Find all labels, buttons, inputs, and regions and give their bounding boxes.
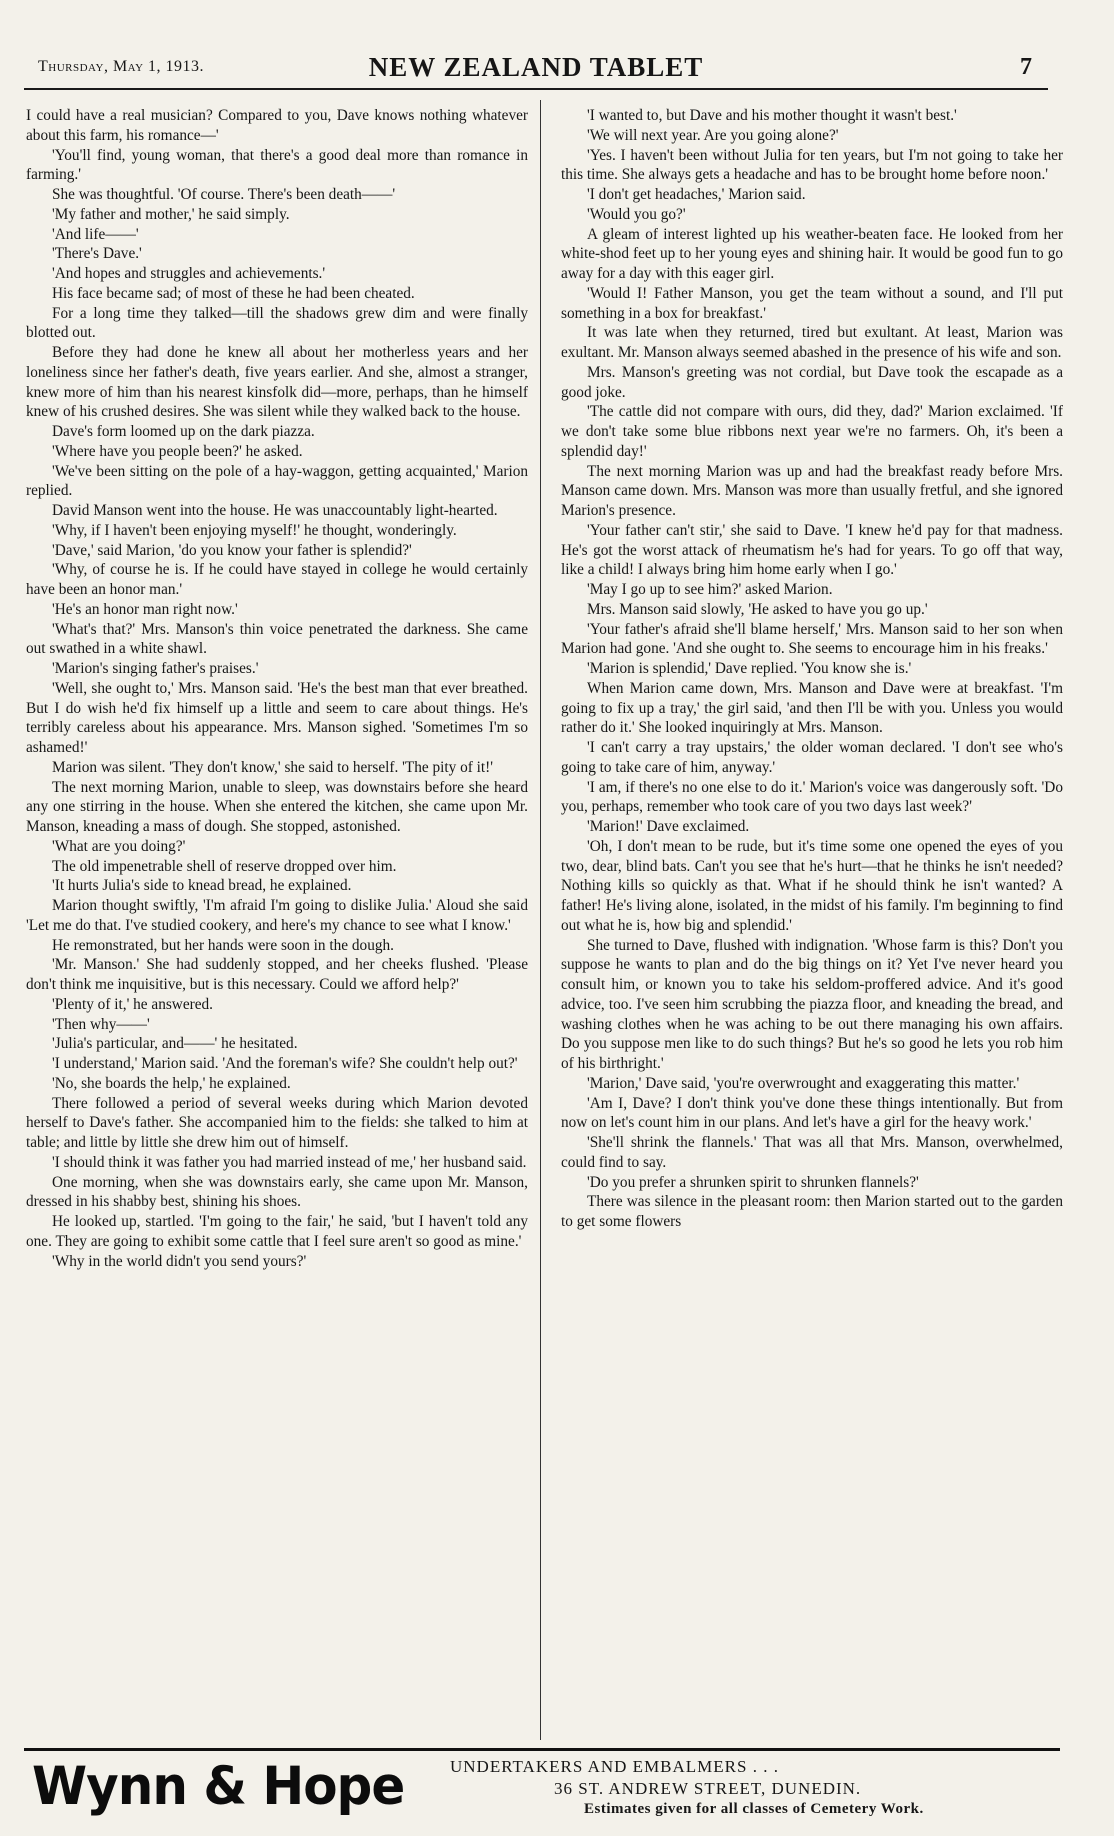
paragraph: 'And hopes and struggles and achievements.' [52,265,326,282]
ad-services: UNDERTAKERS AND EMBALMERS . . . [450,1757,779,1776]
ad-estimates: Estimates given for all classes of Cemetery Work. [584,1801,924,1817]
paragraph: 'I don't get headaches,' Marion said. [587,186,806,203]
paragraph: 'I wanted to, but Dave and his mother thought it wasn't best.' [587,107,957,124]
paragraph: The next morning Marion was up and had the breakfast ready before Mrs. Manson came down. Mrs. Manson was more than usually fretful, and she ignored Marion's presence. [561,462,1063,519]
paragraph: He remonstrated, but her hands were soon in the dough. [52,936,394,954]
paragraph: Marion was silent. 'They don't know,' she said to herself. 'The pity of it!' [52,758,494,776]
paragraph: 'And life——' [52,225,139,243]
paragraph: One morning, when she was downstairs early, she came upon Mr. Manson, dressed in his shabby best, shining his shoes. [26,1173,528,1211]
paragraph: 'What are you doing?' [52,837,186,855]
paragraph: 'We've been sitting on the pole of a hay-waggon, getting acquainted,' Marion replied. [26,462,528,500]
paragraph: 'Mr. Manson.' She had suddenly stopped, and her cheeks flushed. 'Please don't think me inquisitive, but is this necessary. Could we afford help?' [26,956,528,993]
paragraph: Before they had done he knew all about her motherless years and her loneliness since her father's death, five years earlier. And she, almost a stranger, knew more of him than his nearest kinsfolk did—more, perhaps, than he himself knew of his crushed desires. She was silent while they walked back to the house. [26,344,528,421]
paragraph: 'She'll shrink the flannels.' That was all that Mrs. Manson, overwhelmed, could find to say. [561,1134,1063,1171]
paragraph: The next morning Marion, unable to sleep, was downstairs before she heard any one stirring in the house. When she entered the kitchen, she came upon Mr. Manson, kneading a mass of dough. She stopped, astonished. [26,778,528,835]
paragraph: Mrs. Manson said slowly, 'He asked to have you go up.' [587,600,928,618]
advertisement [24,1748,1060,1823]
paragraph: His face became sad; of most of these he had been cheated. [52,284,415,302]
paragraph: 'Dave,' said Marion, 'do you know your father is splendid?' [52,541,412,559]
paragraph: 'My father and mother,' he said simply. [52,205,290,223]
paragraph: 'Why, if I haven't been enjoying myself!' he thought, wonderingly. [52,521,457,539]
page-header [24,52,1048,90]
publication-title: NEW ZEALAND TABLET [368,52,704,82]
paragraph: 'Then why——' [52,1015,150,1033]
ad-address: 36 ST. ANDREW STREET, DUNEDIN. [554,1779,862,1798]
ad-brand-name: Wynn & Hope [32,1755,405,1817]
left-column [26,106,528,1736]
paragraph: A gleam of interest lighted up his weather-beaten face. He looked from her white-shod feet up to her young eyes and shining hair. It would be good fun to go away for a day with this eager girl. [561,225,1063,282]
paragraph: David Manson went into the house. He was unaccountably light-hearted. [52,502,498,519]
paragraph: 'I should think it was father you had married instead of me,' her husband said. [52,1153,527,1171]
paragraph: 'No, she boards the help,' he explained. [52,1074,291,1092]
paragraph: 'He's an honor man right now.' [52,600,238,618]
paragraph: 'I can't carry a tray upstairs,' the older woman declared. 'I don't see who's going to take care of him, anyway.' [561,739,1063,776]
paragraph: 'Marion!' Dave exclaimed. [587,818,750,835]
paragraph: For a long time they talked—till the shadows grew dim and were finally blotted out. [26,304,528,342]
paragraph: Mrs. Manson's greeting was not cordial, but Dave took the escapade as a good joke. [561,363,1063,401]
page-number: 7 [1020,54,1032,80]
paragraph: 'Your father can't stir,' she said to Dave. 'I knew he'd pay for that madness. He's got the worst attack of rheumatism he's had for years. To go off that way, like a child! I always bring him home early when I go.' [561,521,1063,579]
paragraph: 'Well, she ought to,' Mrs. Manson said. 'He's the best man that ever breathed. But I do wish he'd fix himself up a little and seem to care about things. He's terribly careless about his appearance. Mrs. Manson sighed. 'Sometimes I'm so ashamed!' [26,679,528,756]
paragraph: Marion thought swiftly, 'I'm afraid I'm going to dislike Julia.' Aloud she said 'Let me do that. I've studied cookery, and here's my chance to see what I know.' [26,897,528,934]
paragraph: 'It hurts Julia's side to knead bread, he explained. [52,877,352,895]
paragraph: 'Am I, Dave? I don't think you've done these things intentionally. But from now on let's count him in our plans. And let's have a girl for the heavy work.' [561,1094,1063,1132]
paragraph: 'Julia's particular, and——' he hesitated. [52,1035,298,1053]
paragraph: 'Oh, I don't mean to be rude, but it's time some one opened the eyes of you two, dear, blind bats. Can't you see that he's hurt—that he thinks he isn't needed? Nothing kills so quickly as that. What if he should think he isn't wanted? A father! He's living alone, isolated, in the midst of his family. I'm beginning to find out what he is, how big and splendid.' [561,837,1063,934]
paragraph: 'Do you prefer a shrunken spirit to shrunken flannels?' [587,1173,919,1191]
right-column [561,106,1063,1736]
paragraph: 'Why in the world didn't you send yours?' [52,1252,307,1270]
paragraph: 'Marion's singing father's praises.' [52,660,259,677]
paragraph: 'You'll find, young woman, that there's a good deal more than romance in farming.' [26,146,528,184]
paragraph: I could have a real musician? Compared to you, Dave knows nothing whatever about this farm, his romance—' [26,107,528,144]
column-divider [540,100,541,1740]
paragraph: 'The cattle did not compare with ours, did they, dad?' Marion exclaimed. 'If we don't take some blue ribbons next year we're no farmers. Oh, it's been a splendid day!' [561,403,1063,460]
paragraph: 'Why, of course he is. If he could have stayed in college he would certainly have been an honor man.' [26,561,528,598]
paragraph: 'Yes. I haven't been without Julia for ten years, but I'm not going to take her this time. She always gets a headache and has to be brought home before noon.' [561,146,1063,184]
paragraph: Dave's form loomed up on the dark piazza. [52,423,315,440]
paragraph: 'Marion is splendid,' Dave replied. 'You know she is.' [587,660,912,677]
paragraph: 'I understand,' Marion said. 'And the foreman's wife? She couldn't help out?' [52,1055,518,1072]
paragraph: 'Marion,' Dave said, 'you're overwrought and exaggerating this matter.' [587,1074,1020,1092]
paragraph: 'I am, if there's no one else to do it.' Marion's voice was dangerously soft. 'Do you, perhaps, remember who took care of you two days last week?' [561,778,1063,816]
paragraph: She was thoughtful. 'Of course. There's been death——' [52,186,396,203]
paragraph: 'Where have you people been?' he asked. [52,442,303,460]
issue-date: Thursday, May 1, 1913. [38,58,205,75]
paragraph: When Marion came down, Mrs. Manson and Dave were at breakfast. 'I'm going to fix up a tray,' the girl said, 'and then I'll be with you. Unless you would rather do it.' She looked inquiringly at Mrs. Manson. [561,679,1063,737]
paragraph: 'Would you go?' [587,205,686,223]
paragraph: 'Your father's afraid she'll blame herself,' Mrs. Manson said to her son when Marion had gone. 'And she ought to. She seems to encourage him in his freaks.' [561,620,1063,658]
paragraph: 'What's that?' Mrs. Manson's thin voice penetrated the darkness. She came out swathed in a white shawl. [26,620,528,658]
paragraph: There followed a period of several weeks during which Marion devoted herself to Dave's father. She accompanied him to the fields: she talked to him at table; and little by little she drew him out of himself. [26,1094,528,1151]
paragraph: 'We will next year. Are you going alone?' [587,126,839,144]
paragraph: He looked up, startled. 'I'm going to the fair,' he said, 'but I haven't told any one. They are going to exhibit some cattle that I feel sure aren't so good as mine.' [26,1213,528,1250]
paragraph: 'May I go up to see him?' asked Marion. [587,581,833,598]
paragraph: She turned to Dave, flushed with indignation. 'Whose farm is this? Don't you suppose he wants to plan and do the big things on it? Yet I've never heard you consult him, or known you to take his seldom-proffered advice. And it's good advice, too. I've seen him scrubbing the piazza floor, and kneading the bread, and washing clothes when he was aching to be out there managing his own affairs. Do you suppose men like to do such things? But he's so good he lets you rob him of his birthright.' [561,936,1063,1072]
paragraph: 'Plenty of it,' he answered. [52,995,213,1013]
paragraph: 'There's Dave.' [52,245,142,263]
paragraph: It was late when they returned, tired but exultant. At least, Marion was exultant. Mr. Manson always seemed abashed in the presence of his wife and son. [561,324,1063,361]
paragraph: 'Would I! Father Manson, you get the team without a sound, and I'll put something in a box for breakfast.' [561,284,1063,322]
paragraph: The old impenetrable shell of reserve dropped over him. [52,857,397,875]
paragraph: There was silence in the pleasant room: then Marion started out to the garden to get some flowers [561,1193,1063,1230]
